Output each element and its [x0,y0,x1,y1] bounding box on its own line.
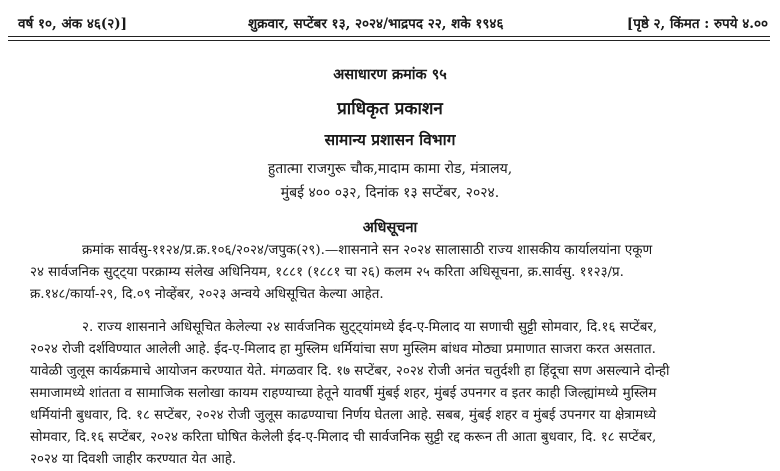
department-name: सामान्य प्रशासन विभाग [324,130,456,149]
paragraph-line: यावेळी जुलूस कार्यक्रमाचे आयोजन करण्यात येते. मंगळवार दि. १७ सप्टेंबर, २०२४ रोजी अनंत चतुर्दशी हा हिंदूचा सण असल्याने दोन्ही [30,364,670,379]
paragraph-line: २. राज्य शासनाने अधिसूचित केलेल्या २४ सार्वजनिक सुट्ट्यांमध्ये ईद-ए-मिलाद या सणाची सुट्टी सोमवार, दि.१६ सप्टेंबर, [82,320,658,335]
authorized-publication: प्राधिकृत प्रकाशन [337,99,443,119]
paragraph-line: समाजामध्ये शांतता व सामाजिक सलोखा कायम राहण्याच्या हेतूने यावर्षी मुंबई शहर, मुंबई उपनगर व इतर काही जिल्ह्यांमध्ये मुस्लिम [30,386,657,401]
gazette-header [0,0,780,40]
header-rule-bottom [8,40,770,41]
extraordinary-number: असाधारण क्रमांक ९५ [333,66,447,83]
paragraph-2 [30,317,752,471]
paragraph-line: २०२४ या दिवशी जाहीर करण्यात येत आहे. [30,452,237,467]
address-line-1: हुतात्मा राजगुरू चौक,मादाम कामा रोड, मंत्रालय, [267,161,513,177]
paragraph-line: क्रमांक सार्वसु-११२४/प्र.क्र.१०६/२०२४/जपुक(२९).—शासनाने सन २०२४ सालासाठी राज्य शासकीय कार्यालयांना एकूण [82,243,653,258]
paragraph-line: धर्मियांनी बुधवार, दि. १८ सप्टेंबर, २०२४ रोजी जुलूस काढण्याचा निर्णय घेतला आहे. सबब, मुंबई शहर व मुंबई उपनगर या क्षेत्रामध्ये [30,408,657,423]
paragraph-line: सोमवार, दि.१६ सप्टेंबर, २०२४ करिता घोषित केलेली ईद-ए-मिलाद ची सार्वजनिक सुट्टी रद्द करून ती आता बुधवार, दि. १८ सप्टेंबर, [30,430,657,445]
header-rule-top [8,36,770,37]
paragraph-line: २४ सार्वजनिक सुट्ट्या परक्राम्य संलेख अधिनियम, १८८१ (१८८१ चा २६) कलम २५ करिता अधिसूचना, क्र.सार्वसु. ११२३/प्र. [30,265,624,280]
pages-price: [पृष्ठे २, किंमत : रुपये ४.०० [626,16,768,32]
paragraph-1 [30,240,752,306]
issue-date: शुक्रवार, सप्टेंबर १३, २०२४/भाद्रपद २२, शके १९४६ [248,16,504,32]
notification-heading: अधिसूचना [362,219,418,236]
paragraph-line: क्र.१४८/कार्या-२९, दि.०९ नोव्हेंबर, २०२३ अन्वये अधिसूचित केल्या आहेत. [30,287,384,302]
paragraph-line: २०२४ रोजी दर्शविण्यात आलेली आहे. ईद-ए-मिलाद हा मुस्लिम धर्मियांचा सण मुस्लिम बांधव मोठ्या प्रमाणात साजरा करत असतात. [30,342,656,357]
volume-issue: वर्ष १०, अंक ४६(२)] [18,16,128,32]
address-line-2: मुंबई ४०० ०३२, दिनांक १३ सप्टेंबर, २०२४. [280,185,500,201]
